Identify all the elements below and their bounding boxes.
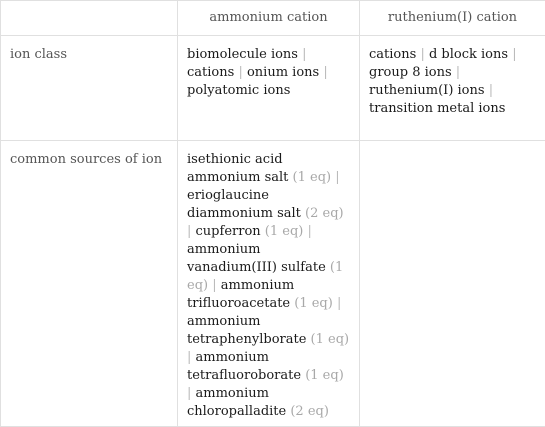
column-header-ruthenium-cation: ruthenium(I) cation (360, 1, 545, 36)
list-item: ammonium chloropalladite (187, 386, 287, 419)
separator: | (336, 296, 342, 311)
equivalents-note: (1 eq) (292, 170, 332, 185)
column-header-ammonium-cation: ammonium cation (178, 1, 360, 36)
value-cell (360, 141, 545, 427)
list-item: erioglaucine diammonium salt (187, 188, 301, 221)
value-cell (360, 36, 545, 141)
separator: | (187, 224, 192, 239)
value-cell (178, 36, 360, 141)
separator: | (455, 65, 461, 80)
separator: | (512, 47, 517, 62)
separator: | (187, 350, 192, 365)
equivalents-note: (1 eq) (187, 260, 344, 293)
list-item: ruthenium(I) ions (369, 83, 485, 98)
row-label-ion-class: ion class (1, 36, 178, 141)
header-row (1, 1, 545, 36)
equivalents-note: (2 eq) (305, 206, 344, 221)
list-item: transition metal ions (369, 101, 506, 116)
list-item: polyatomic ions (187, 83, 291, 98)
separator: | (420, 47, 425, 62)
separator: | (238, 65, 243, 80)
list-item: ammonium tetrafluoroborate (187, 350, 302, 383)
separator: | (488, 83, 494, 98)
separator: | (335, 170, 340, 185)
list-item: biomolecule ions (187, 47, 298, 62)
list-item: group 8 ions (369, 65, 452, 80)
header-corner-cell (1, 1, 178, 36)
separator: | (302, 47, 307, 62)
row-label-common-sources: common sources of ion (1, 141, 178, 427)
list-item: cations (369, 47, 417, 62)
value-cell (178, 141, 360, 427)
list-item: ammonium trifluoroacetate (187, 278, 295, 311)
table-row-common-sources (1, 141, 545, 427)
list-item: d block ions (428, 47, 509, 62)
equivalents-note: (2 eq) (290, 404, 329, 419)
list-item: cupferron (195, 224, 261, 239)
table-row-ion-class (1, 36, 545, 141)
separator: | (307, 224, 312, 239)
list-item: ammonium vanadium(III) sulfate (187, 242, 326, 275)
separator: | (212, 278, 217, 293)
list-item: isethionic acid ammonium salt (187, 152, 289, 185)
separator: | (323, 65, 328, 80)
separator: | (187, 386, 192, 401)
list-item: cations (187, 65, 235, 80)
list-item: onium ions (246, 65, 320, 80)
equivalents-note: (1 eq) (310, 332, 350, 347)
equivalents-note: (1 eq) (264, 224, 304, 239)
equivalents-note: (1 eq) (294, 296, 333, 311)
equivalents-note: (1 eq) (305, 368, 344, 383)
list-item: ammonium tetraphenylborate (187, 314, 307, 347)
